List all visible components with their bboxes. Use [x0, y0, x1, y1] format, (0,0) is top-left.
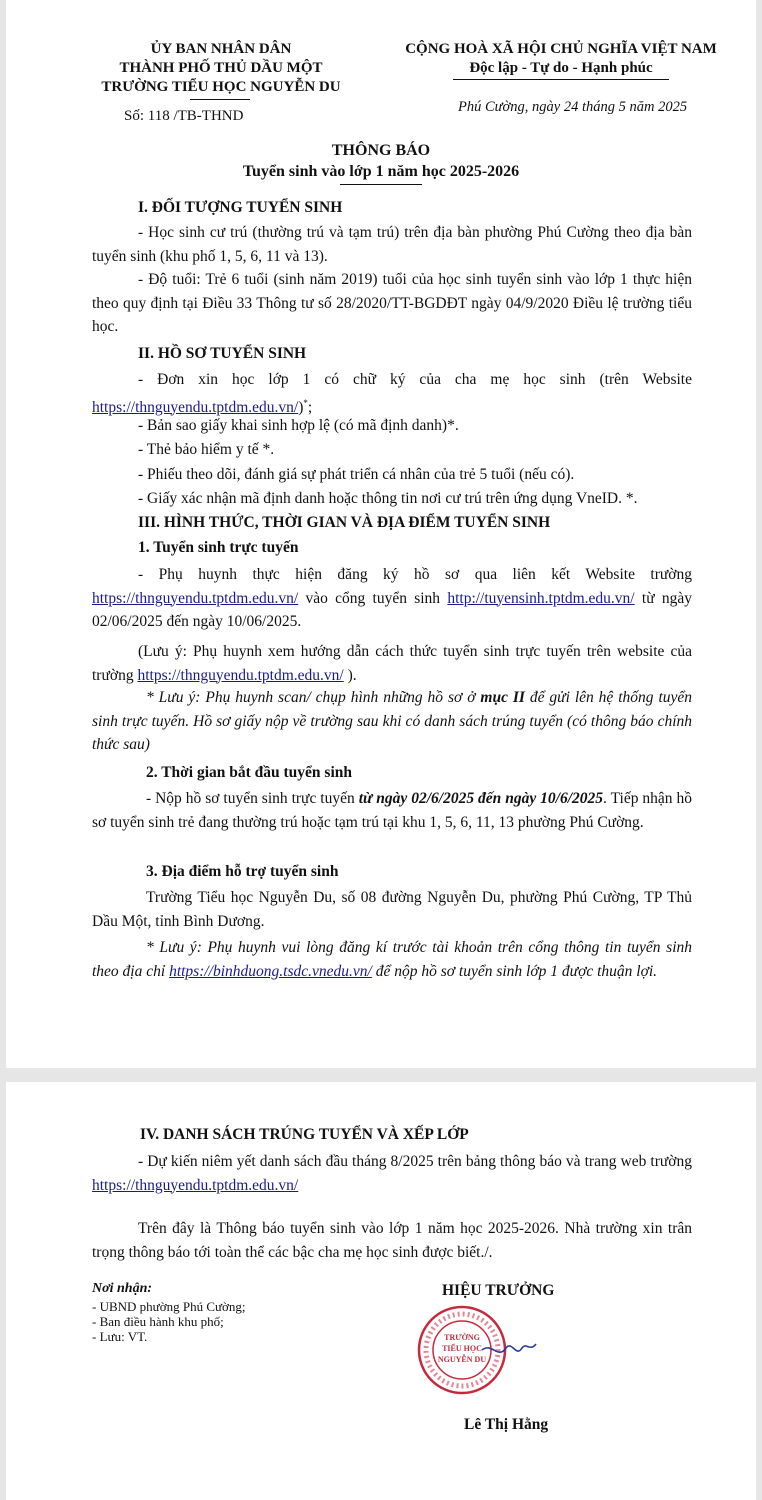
sub-1-text-b: vào cổng tuyển sinh — [305, 589, 441, 607]
signer-title: HIỆU TRƯỞNG — [442, 1282, 555, 1299]
section-2-item-1-end: ; — [307, 398, 313, 416]
header-divider-right — [453, 79, 669, 80]
sub-1-italic-bold: mục II — [480, 689, 525, 706]
header-left — [76, 40, 366, 97]
sub-1-note-b: của trường — [92, 643, 692, 684]
recipient-item: - UBND phường Phú Cường; — [92, 1299, 246, 1314]
national-motto: Độc lập - Tự do - Hạnh phúc — [469, 60, 653, 76]
document-page-1 — [6, 0, 756, 1068]
section-4-paragraph — [92, 1150, 692, 1197]
section-2-item-2: - Bản sao giấy khai sinh hợp lệ (có mã định danh)*. — [138, 417, 459, 434]
section-3-sub-2: 2. Thời gian bắt đầu tuyển sinh — [146, 764, 353, 781]
section-4-heading: IV. DANH SÁCH TRÚNG TUYỂN VÀ XẾP LỚP — [140, 1126, 469, 1143]
section-3-sub-1-note — [92, 640, 692, 687]
section-2-item-3: - Thẻ bảo hiểm y tế *. — [138, 441, 275, 458]
header-authority: ỦY BAN NHÂN DÂN — [150, 41, 292, 57]
header-divider-left — [190, 99, 250, 100]
section-1-paragraph-2: - Độ tuổi: Trẻ 6 tuổi (sinh năm 2019) tuổi của học sinh tuyển sinh vào lớp 1 thực hiện theo quy định tại Điều 33 Thông tư số 28/2020/TT-BGDĐT ngày 04/9/2020 Điều lệ trường tiểu học. — [92, 271, 692, 335]
recipients-label: Nơi nhận: — [92, 1281, 153, 1296]
section-2-item-5: - Giấy xác nhận mã định danh hoặc thông tin nơi cư trú trên ứng dụng VneID. *. — [138, 490, 638, 507]
section-2-heading: II. HỒ SƠ TUYỂN SINH — [138, 345, 307, 362]
title-main: THÔNG BÁO — [331, 142, 431, 159]
header-right — [391, 40, 731, 78]
recipient-item: - Lưu: VT. — [92, 1329, 148, 1344]
section-2-item-1 — [92, 368, 692, 419]
recipient-item: - Ban điều hành khu phố; — [92, 1314, 224, 1329]
document-title — [6, 140, 756, 182]
closing-paragraph: Trên đây là Thông báo tuyển sinh vào lớp 1 năm học 2025-2026. Nhà trường xin trân trọng thông báo tới toàn thể các bậc cha mẹ học sinh được biết./. — [92, 1220, 692, 1261]
section-2-item-1-text: - Đơn xin học lớp 1 có chữ ký của cha mẹ học sinh (trên Website — [138, 371, 692, 388]
sub-1-note-c: ). — [347, 666, 357, 684]
stamp-line-3: NGUYỄN DU — [437, 1355, 487, 1364]
section-2-item-1-sup: * — [303, 397, 308, 408]
stamp-line-1: TRƯỜNG — [444, 1333, 480, 1342]
sub-2-text-a: - Nộp hồ sơ tuyển sinh trực tuyến — [146, 790, 355, 807]
school-stamp — [412, 1300, 542, 1400]
sub-1-text-d: ngày 02/06/2025 đến ngày 10/06/2025. — [92, 589, 693, 630]
section-3-sub-1-paragraph — [92, 563, 692, 634]
section-1-heading: I. ĐỐI TƯỢNG TUYỂN SINH — [138, 199, 343, 216]
section-2-item-4: - Phiếu theo dõi, đánh giá sự phát triển cá nhân của trẻ 5 tuổi (nếu có). — [138, 466, 575, 483]
recipients-list — [92, 1299, 246, 1344]
section-2-item-1-suffix: ) — [298, 398, 304, 416]
title-underline — [340, 184, 422, 185]
title-sub: Tuyển sinh vào lớp 1 năm học 2025-2026 — [242, 163, 520, 180]
section-3-sub-1: 1. Tuyển sinh trực tuyến — [138, 539, 299, 556]
document-date: Phú Cường, ngày 24 tháng 5 năm 2025 — [458, 99, 688, 115]
admissions-portal-link[interactable]: http://tuyensinh.tptdm.edu.vn/ — [447, 589, 635, 607]
sub-1-italic-a: * Lưu ý: Phụ huynh scan/ chụp hình những hồ sơ ở — [146, 689, 476, 706]
section-3-sub-1-italic-note — [92, 686, 692, 757]
school-website-link[interactable]: https://thnguyendu.tptdm.edu.vn/ — [92, 398, 299, 416]
sub-1-text-a: - Phụ huynh thực hiện đăng ký hồ sơ qua liên kết Website trường — [138, 566, 692, 583]
section-4-text: - Dự kiến niêm yết danh sách đầu tháng 8/2025 trên bảng thông báo và trang web trường — [138, 1153, 692, 1170]
school-website-link-4[interactable]: https://thnguyendu.tptdm.edu.vn/ — [92, 1176, 299, 1194]
stamp-line-2: TIỂU HỌC — [442, 1344, 482, 1353]
school-website-link-2[interactable]: https://thnguyendu.tptdm.edu.vn/ — [92, 589, 299, 607]
sub-1-text-c: từ — [641, 589, 655, 607]
school-website-link-3[interactable]: https://thnguyendu.tptdm.edu.vn/ — [137, 666, 344, 684]
header-city: THÀNH PHỐ THỦ DẦU MỘT — [119, 60, 323, 76]
section-1-paragraph-1: - Học sinh cư trú (thường trú và tạm trú) trên địa bàn phường Phú Cường theo địa bàn tuyển sinh (khu phố 1, 5, 6, 11 và 13). — [92, 224, 692, 265]
section-3-heading: III. HÌNH THỨC, THỜI GIAN VÀ ĐỊA ĐIỂM TUYỂN SINH — [138, 514, 551, 531]
signer-name: Lê Thị Hằng — [464, 1416, 549, 1433]
section-3-sub-3: 3. Địa điểm hỗ trợ tuyển sinh — [146, 863, 339, 880]
section-3-sub-2-paragraph — [92, 787, 692, 834]
sub-2-text-b: . Tiếp nhận hồ sơ tuyển sinh trẻ đang thường trú hoặc tạm trú tại khu 1, 5, 6, 11, 13 phường Phú Cường. — [92, 790, 692, 831]
document-page-2 — [6, 1082, 756, 1500]
section-3-sub-3-italic-note — [92, 936, 692, 983]
national-title: CỘNG HOÀ XÃ HỘI CHỦ NGHĨA VIỆT NAM — [405, 41, 717, 57]
sub-2-text-bold: từ ngày 02/6/2025 đến ngày 10/6/2025 — [358, 790, 604, 807]
document-number: Số: 118 /TB-THND — [124, 108, 244, 124]
binhduong-portal-link[interactable]: https://binhduong.tsdc.vnedu.vn/ — [169, 962, 372, 980]
header-school: TRƯỜNG TIỂU HỌC NGUYỄN DU — [101, 79, 341, 95]
sub-1-italic-b: để gửi lên hệ thống tuyển sinh trực tuyến. Hồ sơ giấy nộp về trường sau khi có danh sách trúng tuyển (có thông báo chính thức sau) — [92, 689, 693, 753]
sub-1-note-a: (Lưu ý: Phụ huynh xem hướng dẫn cách thức tuyển sinh trực tuyến trên website — [138, 643, 665, 660]
sub-3-italic-b: để nộp hồ sơ tuyển sinh lớp 1 được thuận lợi. — [375, 962, 658, 980]
section-3-sub-3-paragraph: Trường Tiểu học Nguyễn Du, số 08 đường Nguyễn Du, phường Phú Cường, TP Thủ Dầu Một, tỉnh Bình Dương. — [92, 889, 692, 930]
sub-3-italic-a: * Lưu ý: Phụ huynh vui lòng đăng kí trước tài khoản trên cổng thông tin tuyển sinh theo địa chỉ — [92, 939, 692, 980]
